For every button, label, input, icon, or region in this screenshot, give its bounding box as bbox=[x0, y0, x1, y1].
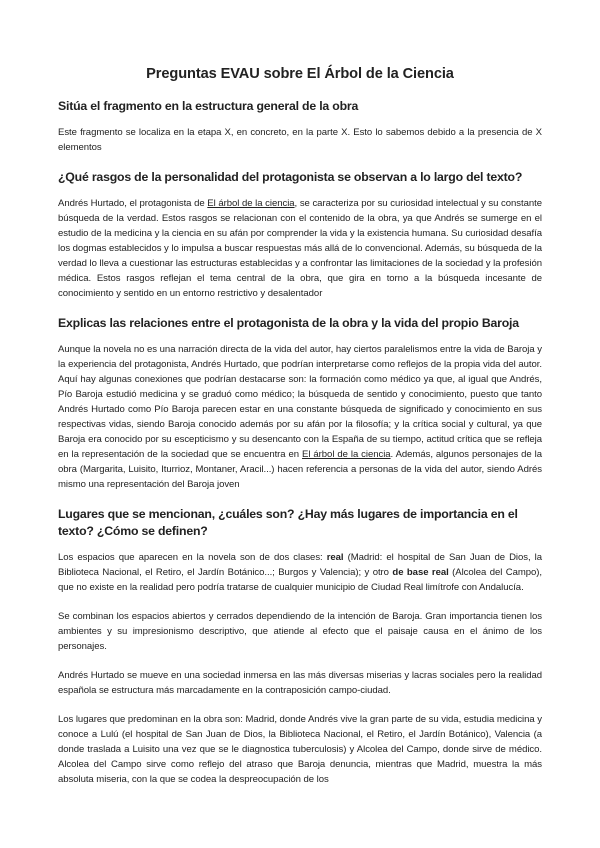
section-heading: Sitúa el fragmento en la estructura general de la obra bbox=[58, 99, 359, 113]
text-run: , se caracteriza por su curiosidad intelectual y su constante búsqueda de la verdad. Estos rasgos se relacionan con el contenido de la obra, ya que Andrés se sumerge en el estudio de la medicina y la ciencia en su afán por comprender la vida y la existencia humana. Su curiosidad desafía los dogmas establecidos y lo impulsa a buscar respuestas más allá de lo convencional. Además, su búsqueda de la verdad lo lleva a cuestionar las estructuras establecidas y a confrontar las limitaciones de la sociedad y la profesión médica. Estos rasgos reflejan el tema central de la obra, que gira en torno a la búsqueda incesante de conocimiento y sentido en un entorno restrictivo y desalentador bbox=[58, 198, 542, 299]
section-paragraph bbox=[58, 550, 542, 595]
section-heading: Explicas las relaciones entre el protagonista de la obra y la vida del propio Baroja bbox=[58, 316, 519, 330]
section-paragraph: Andrés Hurtado se mueve en una sociedad inmersa en las más diversas miserias y lacras sociales pero la realidad española se estructura más marcadamente en la contraposición campo-ciudad. bbox=[58, 670, 542, 696]
text-run: Aunque la novela no es una narración directa de la vida del autor, hay ciertos paralelismos entre la vida de Baroja y la experiencia del protagonista, Andrés Hurtado, que podrían interpretarse como reflejos de la propia vida del autor. Aquí hay algunas conexiones que podrían destacarse son: la formación como médico ya que, al igual que Andrés, Pío Baroja estudió medicina y se graduó como médico; la búsqueda de sentido y conocimiento, puesto que tanto Andrés Hurtado como Pío Baroja parecen estar en una constante búsqueda de significado y conocimiento en sus respectivas vidas, siendo Baroja conocido además por su afán por la filosofía; y la crítica social y cultural, ya que Baroja era conocido por su escepticismo y su desencanto con la España de su tiempo, actitud crítica que se refleja en la representación de la sociedad que se encuentra en bbox=[58, 344, 542, 460]
section-paragraph bbox=[58, 196, 542, 301]
book-title-underlined: El árbol de la ciencia bbox=[302, 449, 391, 460]
section-personality bbox=[58, 169, 542, 301]
text-run: Los espacios que aparecen en la novela son de dos clases: bbox=[58, 552, 327, 563]
section-heading: Lugares que se mencionan, ¿cuáles son? ¿Hay más lugares de importancia en el texto? ¿Cómo se definen? bbox=[58, 507, 518, 538]
book-title-underlined: El árbol de la ciencia bbox=[207, 198, 295, 209]
section-places bbox=[58, 506, 542, 787]
section-structure bbox=[58, 98, 542, 155]
section-paragraph: Se combinan los espacios abiertos y cerrados dependiendo de la intención de Baroja. Gran importancia tienen los ambientes y su impresionismo descriptivo, que atiende al efecto que el paisaje causa en el ánimo de los personajes. bbox=[58, 611, 542, 652]
document-title: Preguntas EVAU sobre El Árbol de la Ciencia bbox=[146, 66, 454, 82]
text-run: . Además, algunos personajes de la obra (Margarita, Luisito, Iturrioz, Montaner, Aracil...) hacen referencia a personas de la vida del autor, siendo Adrés mismo una representación del Baroja joven bbox=[58, 449, 542, 490]
text-run: (Madrid: el hospital de San Juan de Dios, la Biblioteca Nacional, el Retiro, el Jardín Botánico...; Burgos y Valencia); y otro bbox=[58, 552, 542, 578]
text-run: Andrés Hurtado, el protagonista de bbox=[58, 198, 208, 209]
bold-term: real bbox=[326, 552, 344, 563]
section-heading: ¿Qué rasgos de la personalidad del protagonista se observan a lo largo del texto? bbox=[58, 170, 523, 184]
bold-term: de base real bbox=[392, 567, 449, 578]
section-paragraph: Este fragmento se localiza en la etapa X, en concreto, en la parte X. Esto lo sabemos debido a la presencia de X elementos bbox=[58, 127, 542, 153]
section-paragraph bbox=[58, 342, 542, 492]
text-run: (Alcolea del Campo), que no existe en la realidad pero podría tratarse de cualquier municipio de Ciudad Real limítrofe con Andalucía. bbox=[58, 567, 542, 593]
section-baroja bbox=[58, 315, 542, 492]
section-paragraph: Los lugares que predominan en la obra son: Madrid, donde Andrés vive la gran parte de su vida, estudia medicina y conoce a Lulú (el hospital de San Juan de Dios, la Biblioteca Nacional, el Retiro, el Jardín Botánico), Valencia (a donde traslada a Luisito una vez que se le diagnostica tuberculosis) y Alcolea del Campo, donde sirve de médico. Alcolea del Campo sirve como reflejo del atraso que Baroja denuncia, mientras que Madrid, muestra la más absoluta miseria, con la que se codea la despreocupación de los bbox=[58, 714, 542, 785]
